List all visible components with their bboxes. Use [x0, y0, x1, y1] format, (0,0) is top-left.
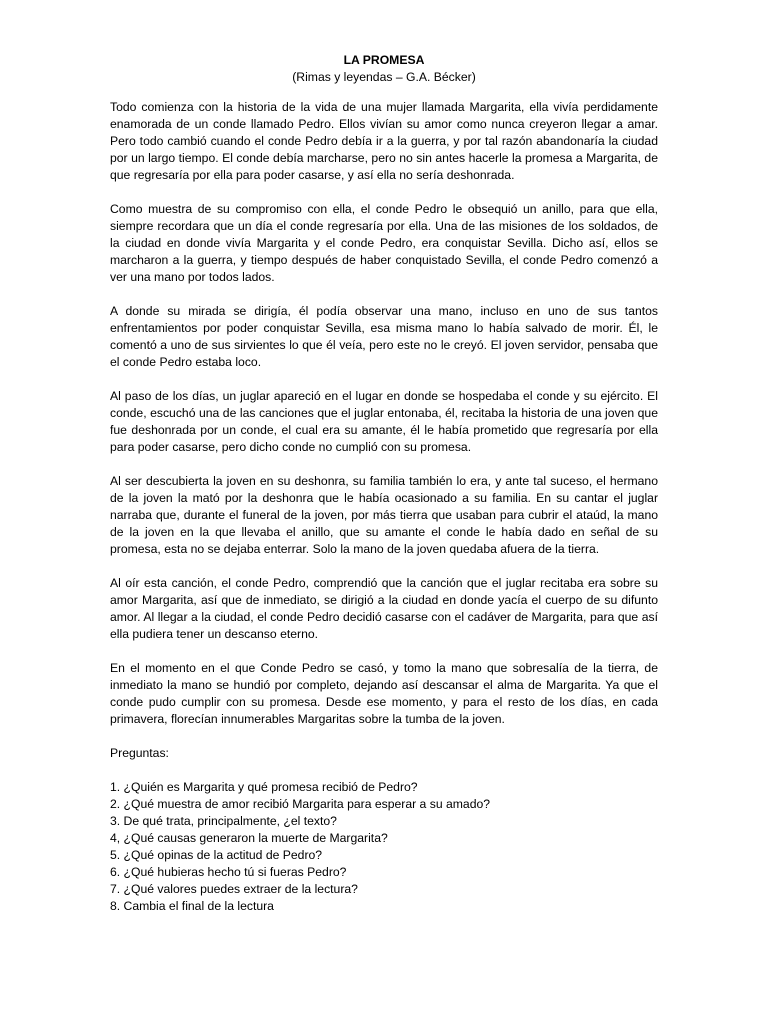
questions-heading: Preguntas:	[110, 746, 169, 760]
story-paragraph-7: En el momento en el que Conde Pedro se casó, y tomo la mano que sobresalía de la tierra, de inmediato la mano se hundió por completo, dejando así descansar el alma de Margarita. Ya que el conde pudo cumplir con su promesa. Desde ese momento, y para el resto de los días, en cada primavera, florecían innumerables Margaritas sobre la tumba de la joven.	[110, 661, 658, 726]
question-item: 3. De qué trata, principalmente, ¿el texto?	[110, 814, 337, 828]
questions-list	[110, 779, 658, 915]
story-paragraph-6: Al oír esta canción, el conde Pedro, comprendió que la canción que el juglar recitaba era sobre su amor Margarita, así que de inmediato, se dirigió a la ciudad en donde yacía el cuerpo de su difunto amor. Al llegar a la ciudad, el conde Pedro decidió casarse con el cadáver de Margarita, para que así ella pudiera tener un descanso eterno.	[110, 576, 658, 641]
document-title: LA PROMESA	[343, 53, 425, 67]
question-item: 8. Cambia el final de la lectura	[110, 899, 274, 913]
question-item: 2. ¿Qué muestra de amor recibió Margarita para esperar a su amado?	[110, 797, 491, 811]
story-paragraph-2: Como muestra de su compromiso con ella, el conde Pedro le obsequió un anillo, para que ella, siempre recordara que un día el conde regresaría por ella. Una de las misiones de los soldados, de la ciudad en donde vivía Margarita y el conde Pedro, era conquistar Sevilla. Dicho así, ellos se marcharon a la guerra, y tiempo después de haber conquistado Sevilla, el conde Pedro comenzó a ver una mano por todos lados.	[110, 202, 658, 284]
question-item: 4, ¿Qué causas generaron la muerte de Margarita?	[110, 831, 388, 845]
question-item: 1. ¿Quién es Margarita y qué promesa recibió de Pedro?	[110, 780, 418, 794]
story-paragraph-3: A donde su mirada se dirigía, él podía observar una mano, incluso en uno de sus tantos enfrentamientos por poder conquistar Sevilla, esa misma mano lo había salvado de morir. Él, le comentó a uno de sus sirvientes lo que él veía, pero este no le creyó. El joven servidor, pensaba que el conde Pedro estaba loco.	[110, 304, 658, 369]
story-paragraph-1: Todo comienza con la historia de la vida de una mujer llamada Margarita, ella vivía perdidamente enamorada de un conde llamado Pedro. Ellos vivían su amor como nunca creyeron llegar a amar. Pero todo cambió cuando el conde Pedro debía ir a la guerra, y por tal razón abandonaría la ciudad por un largo tiempo. El conde debía marcharse, pero no sin antes hacerle la promesa a Margarita, de que regresaría por ella para poder casarse, y así ella no sería deshonrada.	[110, 100, 658, 182]
question-item: 5. ¿Qué opinas de la actitud de Pedro?	[110, 848, 323, 862]
document-subtitle: (Rimas y leyendas – G.A. Bécker)	[292, 70, 476, 84]
story-paragraph-5: Al ser descubierta la joven en su deshonra, su familia también lo era, y ante tal suceso, el hermano de la joven la mató por la deshonra que le había ocasionado a su familia. En su cantar el juglar narraba que, durante el funeral de la joven, por más tierra que usaban para cubrir el ataúd, la mano de la joven en la que llevaba el anillo, que su amante el conde le había dado en señal de su promesa, esta no se dejaba enterrar. Solo la mano de la joven quedaba afuera de la tierra.	[110, 474, 658, 556]
question-item: 6. ¿Qué hubieras hecho tú si fueras Pedro?	[110, 865, 347, 879]
document-page	[110, 52, 658, 915]
question-item: 7. ¿Qué valores puedes extraer de la lectura?	[110, 882, 358, 896]
story-paragraph-4: Al paso de los días, un juglar apareció en el lugar en donde se hospedaba el conde y su ejército. El conde, escuchó una de las canciones que el juglar entonaba, él, recitaba la historia de una joven que fue deshonrada por un conde, el cual era su amante, él le había prometido que regresaría por ella para poder casarse, pero dicho conde no cumplió con su promesa.	[110, 389, 658, 454]
